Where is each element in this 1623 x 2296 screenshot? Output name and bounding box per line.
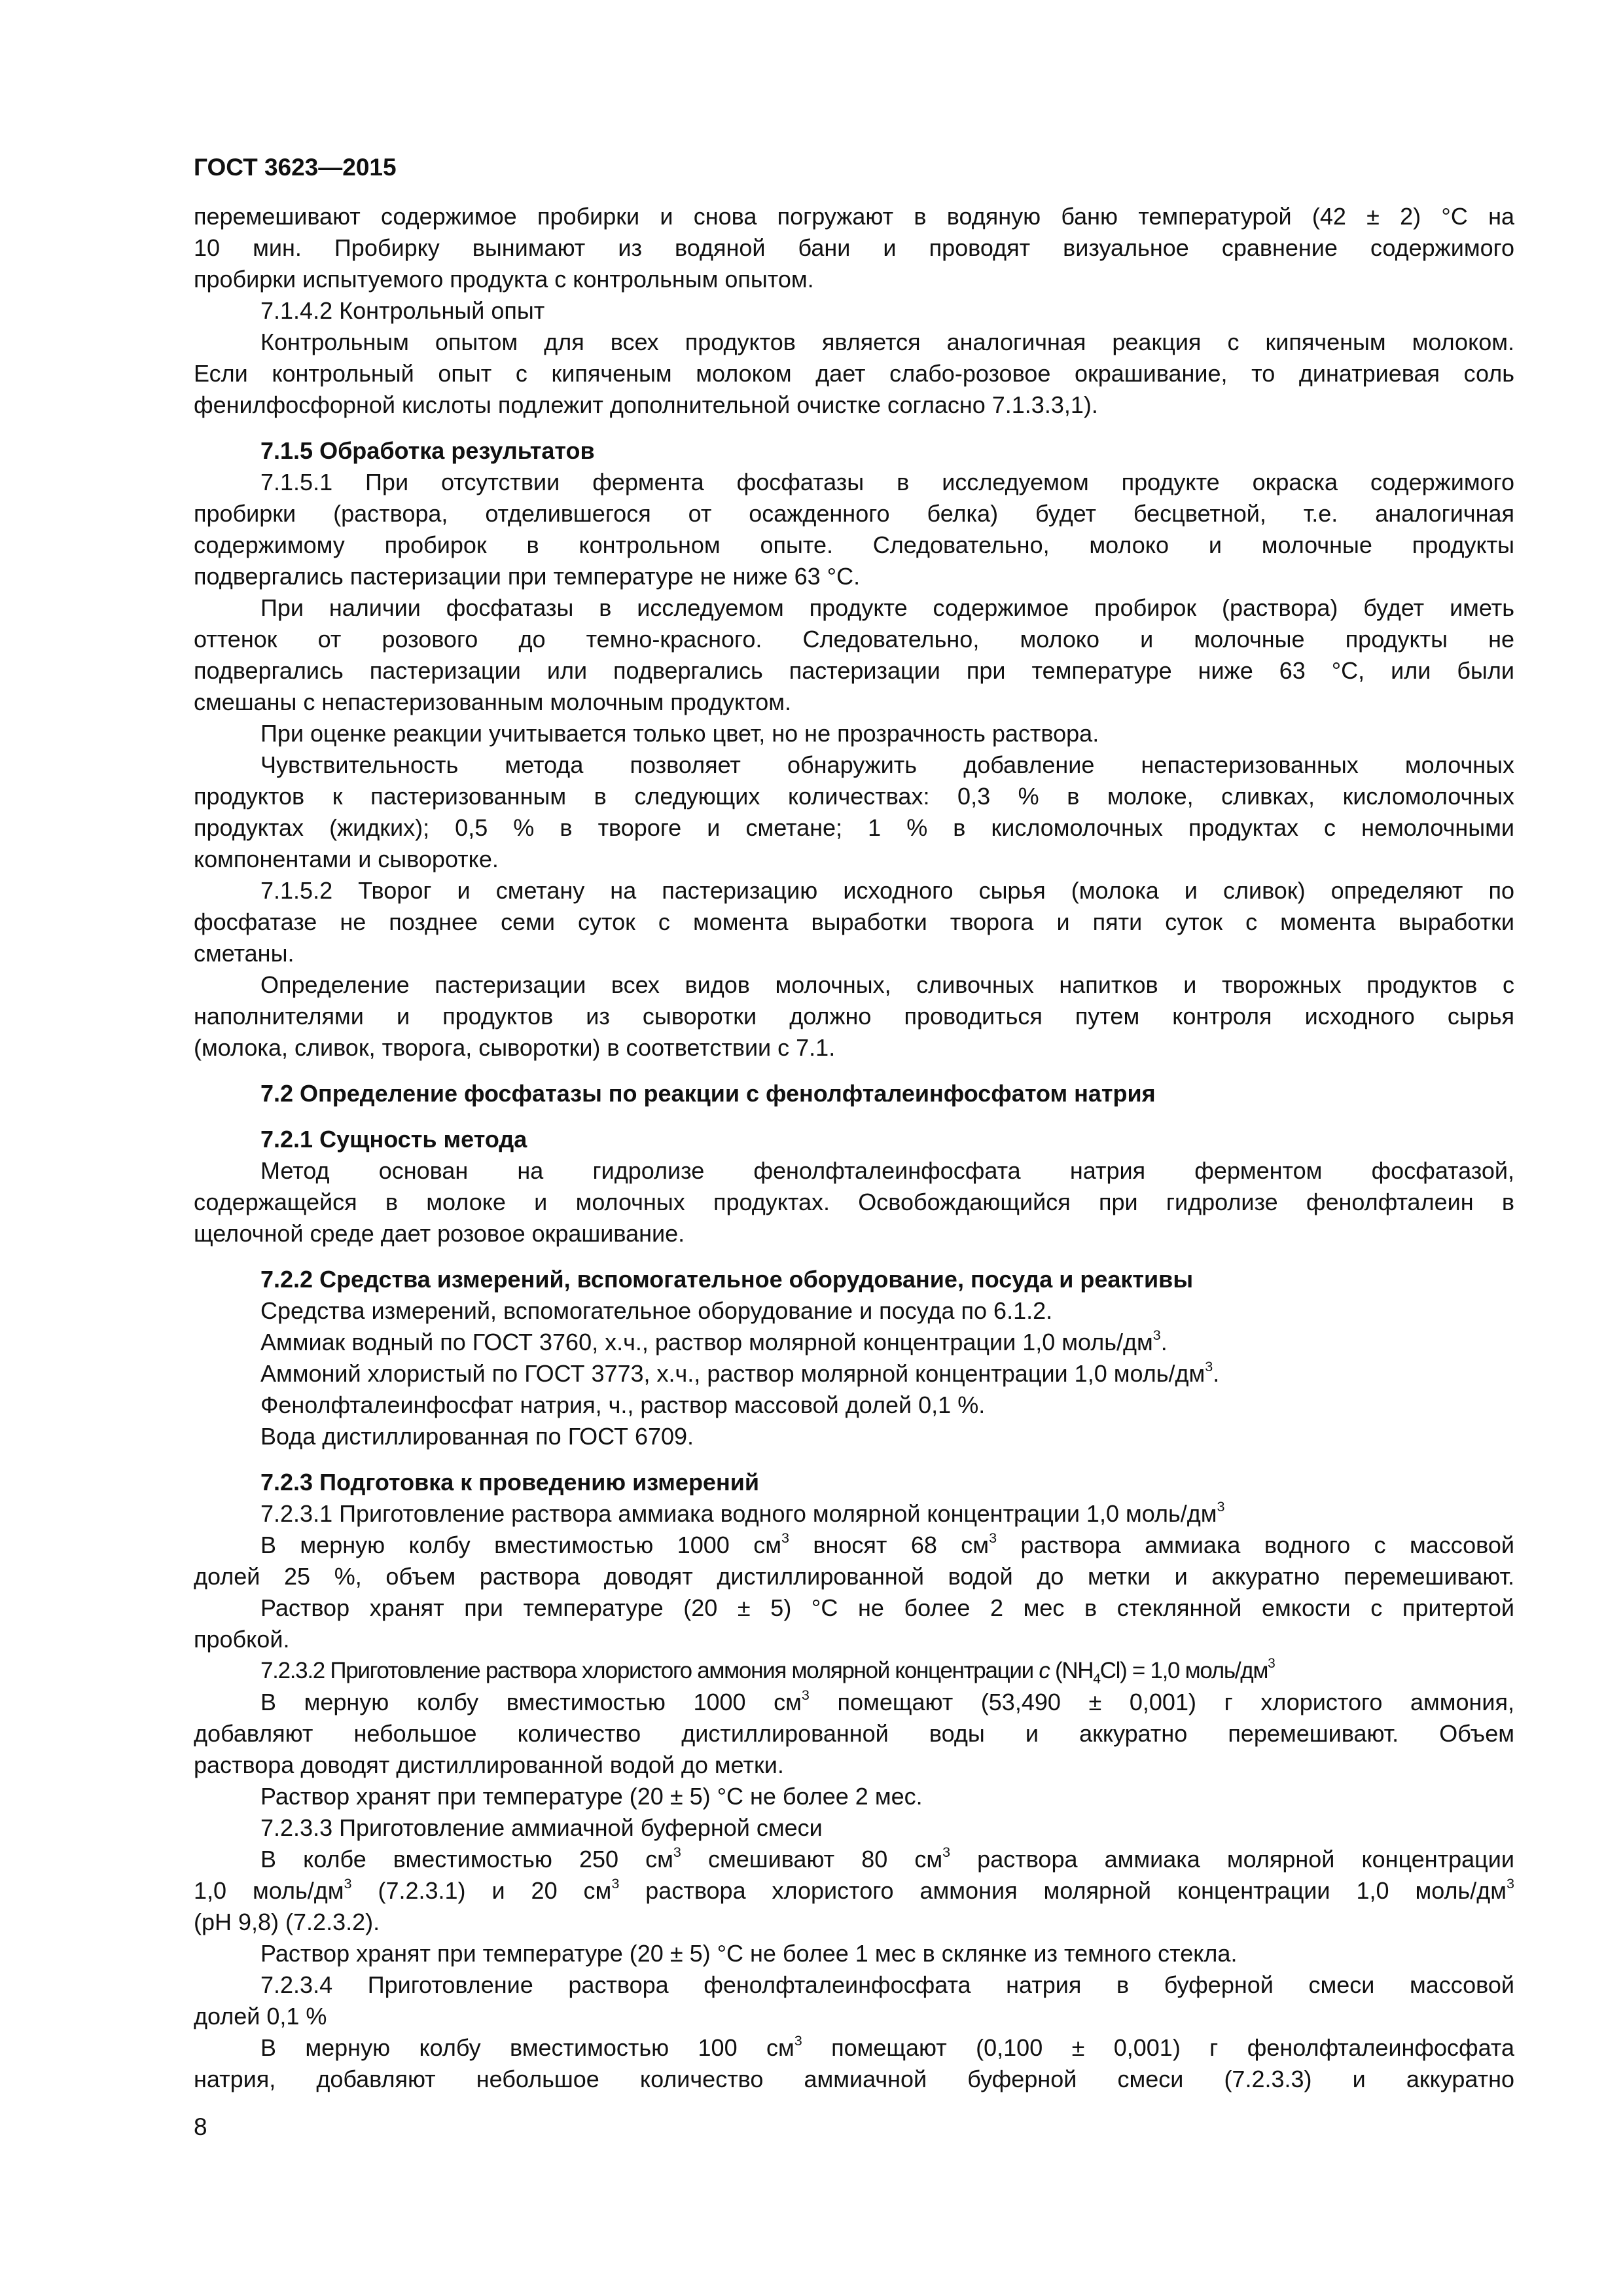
text-line (260, 1530, 1514, 1561)
text-line: Раствор хранят при температуре (20 ± 5) °С не более 2 мес. (260, 1783, 923, 1810)
superscript: 3 (1506, 1874, 1514, 1892)
superscript: 3 (611, 1874, 620, 1892)
text-line: Фенолфталеинфосфат натрия, ч., раствор массовой долей 0,1 %. (260, 1391, 986, 1418)
subscript: 4 (1093, 1672, 1100, 1687)
text-line: При наличии фосфатазы в исследуемом продукте содержимое пробирок (раствора) будет иметь (260, 594, 1514, 621)
text-line (260, 1687, 1514, 1718)
text-line: оттенок от розового до темно-красного. Следовательно, молоко и молочные продукты не (194, 626, 1514, 653)
text-line (260, 1498, 1514, 1530)
text-span: Cl) = 1,0 моль/дм (1099, 1658, 1268, 1683)
text-line: фенилфосфорной кислоты подлежит дополнительной очистке согласно 7.1.3.3,1). (194, 391, 1098, 418)
text-span: . (1213, 1360, 1220, 1387)
section-heading: 7.2 Определение фосфатазы по реакции с фенолфталеинфосфатом натрия (260, 1080, 1156, 1107)
text-span: 1,0 моль/дм (194, 1877, 344, 1904)
text-line: Вода дистиллированная по ГОСТ 6709. (260, 1423, 694, 1450)
text-line: Чувствительность метода позволяет обнаружить добавление непастеризованных молочных (260, 751, 1514, 778)
text-line: Раствор хранят при температуре (20 ± 5) °С не более 1 мес в склянке из темного стекла. (260, 1940, 1238, 1967)
superscript: 3 (942, 1843, 951, 1860)
text-line: Раствор хранят при температуре (20 ± 5) °С не более 2 мес в стеклянной емкости с притертой (260, 1594, 1514, 1621)
text-span: В мерную колбу вместимостью 1000 см (260, 1689, 802, 1715)
text-line: 7.2.3.3 Приготовление аммиачной буферной смеси (260, 1814, 823, 1841)
superscript: 3 (989, 1529, 997, 1546)
text-span: (NH (1049, 1658, 1094, 1683)
superscript: 3 (1268, 1656, 1275, 1672)
text-line (260, 1327, 1514, 1358)
text-line: раствора доводят дистиллированной водой до метки. (194, 1751, 784, 1778)
text-line: компонентами и сыворотке. (194, 846, 499, 872)
text-span: раствора хлористого аммония молярной концентрации 1,0 моль/дм (619, 1877, 1507, 1904)
text-span: Аммоний хлористый по ГОСТ 3773, х.ч., раствор молярной концентрации 1,0 моль/дм (260, 1360, 1205, 1387)
text-line: добавляют небольшое количество дистиллированной воды и аккуратно перемешивают. Объем (194, 1720, 1514, 1747)
text-line: подвергались пастеризации при температуре не ниже 63 °С. (194, 563, 861, 590)
section-heading: 7.1.5 Обработка результатов (260, 437, 595, 464)
superscript: 3 (781, 1529, 789, 1546)
text-span: 7.2.3.2 Приготовление раствора хлористого аммония молярной концентрации (260, 1658, 1039, 1683)
superscript: 3 (1152, 1326, 1161, 1343)
text-span: . (1160, 1329, 1168, 1355)
text-line: долей 0,1 % (194, 2003, 327, 2030)
text-line: щелочной среде дает розовое окрашивание. (194, 1220, 685, 1247)
text-line: наполнителями и продуктов из сыворотки должно проводиться путем контроля исходного сырья (194, 1003, 1514, 1030)
text-line: Если контрольный опыт с кипяченым молоком дает слабо-розовое окрашивание, то динатриевая соль (194, 360, 1514, 387)
text-span: В колбе вместимостью 250 см (260, 1846, 673, 1873)
superscript: 3 (794, 2032, 802, 2049)
text-line (260, 1358, 1514, 1390)
text-line: 10 мин. Пробирку вынимают из водяной бани и проводят визуальное сравнение содержимого (194, 234, 1514, 261)
superscript: 3 (1205, 1357, 1213, 1374)
superscript: 3 (344, 1874, 352, 1892)
text-line: долей 25 %, объем раствора доводят дистиллированной водой до метки и аккуратно перемешивают. (194, 1563, 1514, 1590)
superscript: 3 (673, 1843, 681, 1860)
text-line (260, 2032, 1514, 2064)
text-span: 7.2.3.1 Приготовление раствора аммиака водного молярной концентрации 1,0 моль/дм (260, 1500, 1217, 1527)
text-span: помещают (0,100 ± 0,001) г фенолфталеинфосфата (802, 2034, 1514, 2061)
text-span: В мерную колбу вместимостью 100 см (260, 2034, 794, 2061)
text-line: 7.1.5.1 При отсутствии фермента фосфатазы в исследуемом продукте окраска содержимого (260, 469, 1514, 495)
text-line: 7.1.5.2 Творог и сметану на пастеризацию исходного сырья (молока и сливок) определяют по (260, 877, 1514, 904)
text-line (260, 1655, 1514, 1687)
section-heading: 7.2.3 Подготовка к проведению измерений (260, 1469, 759, 1496)
text-line: Метод основан на гидролизе фенолфталеинфосфата натрия ферментом фосфатазой, (260, 1157, 1514, 1184)
text-line: продуктов к пастеризованным в следующих количествах: 0,3 % в молоке, сливках, кисломолочных (194, 783, 1514, 810)
section-heading: 7.2.2 Средства измерений, вспомогательное оборудование, посуда и реактивы (260, 1266, 1194, 1293)
text-line: Средства измерений, вспомогательное оборудование и посуда по 6.1.2. (260, 1297, 1053, 1324)
text-line: пробирки испытуемого продукта с контрольным опытом. (194, 266, 814, 293)
text-line: сметаны. (194, 940, 294, 967)
text-line: натрия, добавляют небольшое количество аммиачной буферной смеси (7.2.3.3) и аккуратно (194, 2066, 1514, 2092)
text-line: фосфатазе не позднее семи суток с момента выработки творога и пяти суток с момента выработки (194, 908, 1514, 935)
text-span: вносят 68 см (789, 1532, 990, 1558)
page-number: 8 (194, 2113, 207, 2140)
superscript: 3 (801, 1686, 810, 1703)
text-line (194, 1875, 1514, 1907)
text-span: раствора аммиака водного с массовой (997, 1532, 1514, 1558)
text-line: содержимому пробирок в контрольном опыте. Следовательно, молоко и молочные продукты (194, 531, 1514, 558)
text-line: подвергались пастеризации или подвергались пастеризации при температуре ниже 63 °С, или были (194, 657, 1514, 684)
text-span: В мерную колбу вместимостью 1000 см (260, 1532, 781, 1558)
clause-title: 7.1.4.2 Контрольный опыт (260, 297, 545, 324)
document-header: ГОСТ 3623—2015 (194, 154, 397, 181)
text-line: При оценке реакции учитывается только цвет, но не прозрачность раствора. (260, 720, 1099, 747)
text-line: смешаны с непастеризованным молочным продуктом. (194, 689, 791, 715)
text-line: пробирки (раствора, отделившегося от осажденного белка) будет бесцветной, т.е. аналогичная (194, 500, 1514, 527)
text-line: 7.2.3.4 Приготовление раствора фенолфталеинфосфата натрия в буферной смеси массовой (260, 1971, 1514, 1998)
text-line: содержащейся в молоке и молочных продуктах. Освобождающийся при гидролизе фенолфталеин в (194, 1189, 1514, 1215)
text-line: перемешивают содержимое пробирки и снова погружают в водяную баню температурой (42 ± 2) °С на (194, 203, 1514, 230)
text-span: Аммиак водный по ГОСТ 3760, х.ч., раствор молярной концентрации 1,0 моль/дм (260, 1329, 1153, 1355)
text-span: (7.2.3.1) и 20 см (351, 1877, 612, 1904)
text-line: Контрольным опытом для всех продуктов является аналогичная реакция с кипяченым молоком. (260, 329, 1514, 355)
text-line: продуктах (жидких); 0,5 % в твороге и сметане; 1 % в кисломолочных продуктах с немолочными (194, 814, 1514, 841)
text-span: смешивают 80 см (681, 1846, 943, 1873)
superscript: 3 (1217, 1498, 1225, 1515)
text-line: (рН 9,8) (7.2.3.2). (194, 1909, 380, 1935)
text-line: пробкой. (194, 1626, 290, 1653)
section-heading: 7.2.1 Сущность метода (260, 1126, 527, 1153)
text-line: Определение пастеризации всех видов молочных, сливочных напитков и творожных продуктов с (260, 971, 1514, 998)
text-span: помещают (53,490 ± 0,001) г хлористого аммония, (809, 1689, 1514, 1715)
symbol-c: c (1039, 1658, 1050, 1683)
text-line (260, 1844, 1514, 1875)
text-line: (молока, сливок, творога, сыворотки) в соответствии с 7.1. (194, 1034, 836, 1061)
text-span: раствора аммиака молярной концентрации (950, 1846, 1514, 1873)
